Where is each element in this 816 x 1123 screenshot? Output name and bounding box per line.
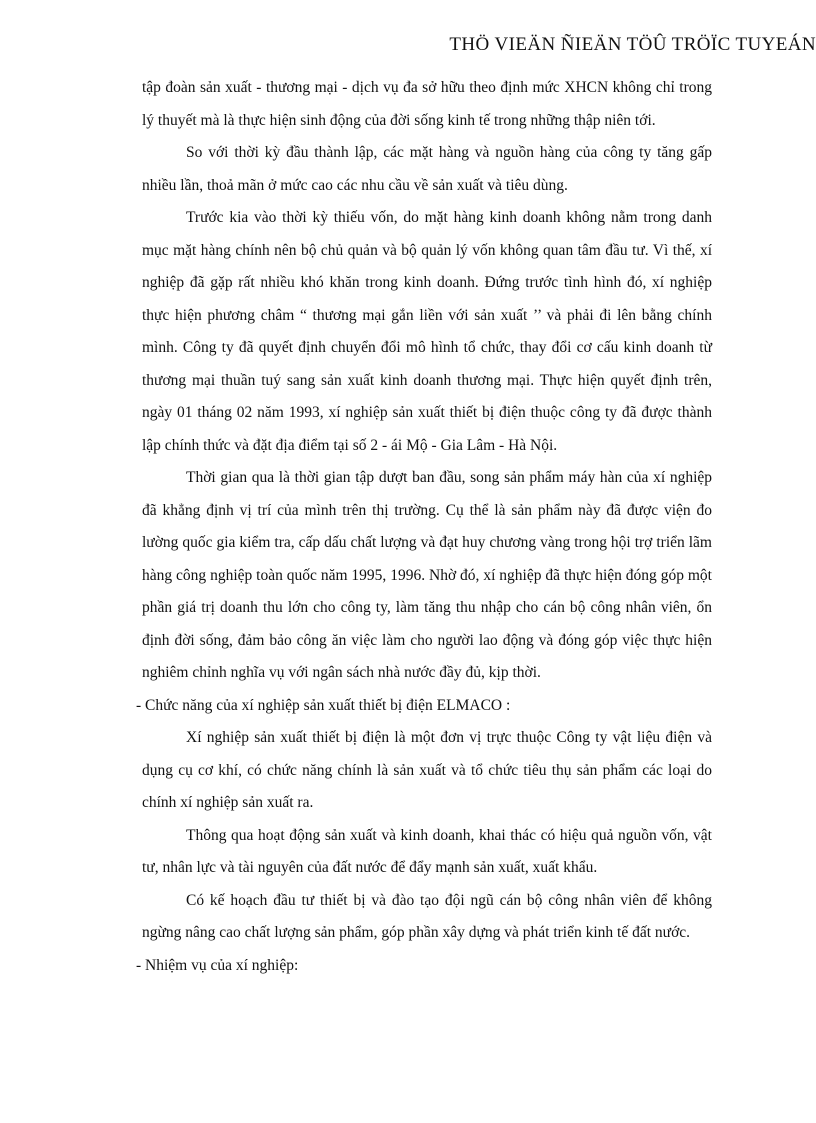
paragraph: Có kế hoạch đầu tư thiết bị và đào tạo đội ngũ cán bộ công nhân viên để không ngừng nâng cao chất lượng sản phẩm, góp phần xây dựng và phát triển kinh tế đất nước.: [142, 891, 712, 941]
section-heading-duties: - Nhiệm vụ của xí nghiệp:: [136, 956, 299, 974]
paragraph: So với thời kỳ đầu thành lập, các mặt hàng và nguồn hàng của công ty tăng gấp nhiều lần, thoả mãn ở mức cao các nhu cầu về sản xuất và tiêu dùng.: [142, 144, 712, 194]
section-heading-functions: - Chức năng của xí nghiệp sản xuất thiết bị điện ELMACO :: [136, 696, 511, 714]
paragraph-continuation: tập đoàn sản xuất - thương mại - dịch vụ đa sở hữu theo định mức XHCN không chỉ trong lý thuyết mà là thực hiện sinh động của đời sống kinh tế trong những thập niên tới.: [142, 79, 712, 129]
paragraph: Thời gian qua là thời gian tập dượt ban đầu, song sản phẩm máy hàn của xí nghiệp đã khẳng định vị trí của mình trên thị trường. Cụ thể là sản phẩm này đã được viện đo lường quốc gia kiểm tra, cấp dấu chất lượng và đạt huy chương vàng trong hội trợ triển lãm hàng công nghiệp toàn quốc năm 1995, 1996. Nhờ đó, xí nghiệp đã thực hiện đóng góp một phần giá trị doanh thu lớn cho công ty, làm tăng thu nhập cho cán bộ công nhân viên, ổn định đời sống, đảm bảo công ăn việc làm cho người lao động và đóng góp việc thực hiện nghiêm chỉnh nghĩa vụ với ngân sách nhà nước đầy đủ, kịp thời.: [142, 469, 712, 681]
document-body: [136, 72, 712, 982]
page-header: THÖ VIEÄN ÑIEÄN TÖÛ TRÖÏC TUYEÁN: [449, 34, 816, 55]
paragraph: Xí nghiệp sản xuất thiết bị điện là một đơn vị trực thuộc Công ty vật liệu điện và dụng cụ cơ khí, có chức năng chính là sản xuất và tổ chức tiêu thụ sản phẩm các loại do chính xí nghiệp sản xuất ra.: [142, 729, 712, 811]
paragraph: Thông qua hoạt động sản xuất và kinh doanh, khai thác có hiệu quả nguồn vốn, vật tư, nhân lực và tài nguyên của đất nước để đẩy mạnh sản xuất, xuất khẩu.: [142, 826, 712, 876]
paragraph: Trước kia vào thời kỳ thiếu vốn, do mặt hàng kinh doanh không nằm trong danh mục mặt hàng chính nên bộ chủ quản và bộ quản lý vốn không quan tâm đầu tư. Vì thế, xí nghiệp đã gặp rất nhiều khó khăn trong kinh doanh. Đứng trước tình hình đó, xí nghiệp thực hiện phương châm “ thương mại gắn liền với sản xuất ’’ và phải đi lên bằng chính mình. Công ty đã quyết định chuyển đổi mô hình tổ chức, thay đổi cơ cấu kinh doanh từ thương mại thuần tuý sang sản xuất kinh doanh thương mại. Thực hiện quyết định trên, ngày 01 tháng 02 năm 1993, xí nghiệp sản xuất thiết bị điện thuộc công ty đã được thành lập chính thức và đặt địa điểm tại số 2 - ái Mộ - Gia Lâm - Hà Nội.: [142, 209, 712, 454]
